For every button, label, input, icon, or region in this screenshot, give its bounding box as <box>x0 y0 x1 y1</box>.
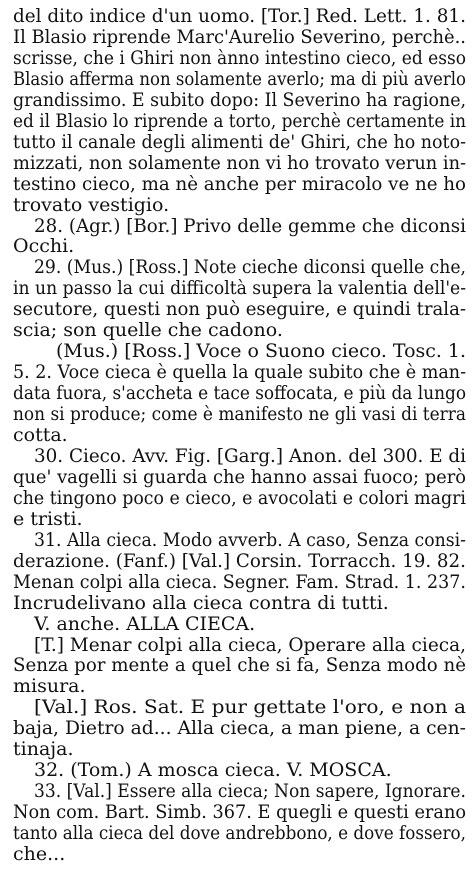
line-text: 5. 2. Voce cieca è quella la quale subito che è man- <box>13 361 466 383</box>
line-text: e tristi. <box>13 508 83 530</box>
line-text: 31. Alla cieca. Modo avverb. A caso, Senza consi- <box>34 529 467 551</box>
line-text: 32. (Tom.) A mosca cieca. V. MOSCA. <box>34 759 392 781</box>
line-text: baja, Dietro ad... Alla cieca, a man piene, a cen- <box>13 717 466 739</box>
line-text: scrisse, che i Ghiri non ànno intestino cieco, ed esso <box>13 47 467 69</box>
line-text: Non com. Bart. Simb. 367. E quegli e questi erano <box>13 801 467 823</box>
text-line <box>0 841 474 867</box>
line-text: in un passo la cui difficoltà supera la valentia dell'e- <box>13 277 467 299</box>
line-text: scia; son quelle che cadono. <box>13 319 283 341</box>
line-text: V. anche. ALLA CIECA. <box>34 613 256 635</box>
line-text: tinaja. <box>13 738 74 760</box>
line-text: cotta. <box>13 424 68 446</box>
line-text: che tingono poco e cieco, e avocolati e colori magri <box>13 487 466 509</box>
line-text: Blasio afferma non solamente averlo; ma di più averlo <box>13 68 466 90</box>
line-text: [T.] Menar colpi alla cieca, Operare alla cieca, <box>34 634 467 656</box>
line-text: 28. (Agr.) [Bor.] Privo delle gemme che diconsi <box>34 215 466 237</box>
line-text: non si produce; come è manifesto ne gli vasi di terra <box>13 403 466 425</box>
line-text: Senza por mente a quel che si fa, Senza modo nè <box>13 654 467 676</box>
line-text: 30. Cieco. Avv. Fig. [Garg.] Anon. del 300. E di <box>34 445 466 467</box>
line-text: secutore, questi non può eseguire, e quindi trala- <box>13 298 467 320</box>
line-text: grandissimo. E subito dopo: Il Severino ha ragione, <box>13 89 467 111</box>
line-text: ed il Blasio lo riprende a torto, perchè certamente in <box>13 110 467 132</box>
line-text: tutto il canale degli alimenti de' Ghiri, che ho noto- <box>13 131 466 153</box>
line-text: 29. (Mus.) [Ross.] Note cieche diconsi quelle che, <box>34 256 467 278</box>
line-text: (Mus.) [Ross.] Voce o Suono cieco. Tosc. 1. <box>56 340 467 362</box>
line-text: trovato vestigio. <box>13 194 170 216</box>
line-text: tanto alla cieca del dove andrebbono, e dove fossero, <box>13 822 466 844</box>
line-text: che... <box>13 843 66 865</box>
line-text: derazione. (Fanf.) [Val.] Corsin. Torracch. 19. 82. <box>13 550 466 572</box>
line-text: Il Blasio riprende Marc'Aurelio Severino, perchè.. <box>13 26 466 48</box>
line-text: Occhi. <box>13 235 75 257</box>
line-text: Menan colpi alla cieca. Segner. Fam. Strad. 1. 237. <box>13 571 466 593</box>
line-text: que' vagelli si guarda che hanno assai fuoco; però <box>13 466 467 488</box>
line-text: [Val.] Ros. Sat. E pur gettate l'oro, e non a <box>34 696 466 718</box>
line-text: Incrudelivano alla cieca contra di tutti. <box>13 592 389 614</box>
line-text: mizzati, non solamente non vi ho trovato verun in- <box>13 152 467 174</box>
line-text: 33. [Val.] Essere alla cieca; Non sapere, Ignorare. <box>34 780 466 802</box>
line-text: data fuora, s'accheta e tace soffocata, e più da lungo <box>13 382 467 404</box>
line-text: misura. <box>13 675 86 697</box>
line-text: testino cieco, ma nè anche per miracolo ve ne ho <box>13 173 466 195</box>
line-text: del dito indice d'un uomo. [Tor.] Red. Lett. 1. 81. <box>13 5 466 27</box>
